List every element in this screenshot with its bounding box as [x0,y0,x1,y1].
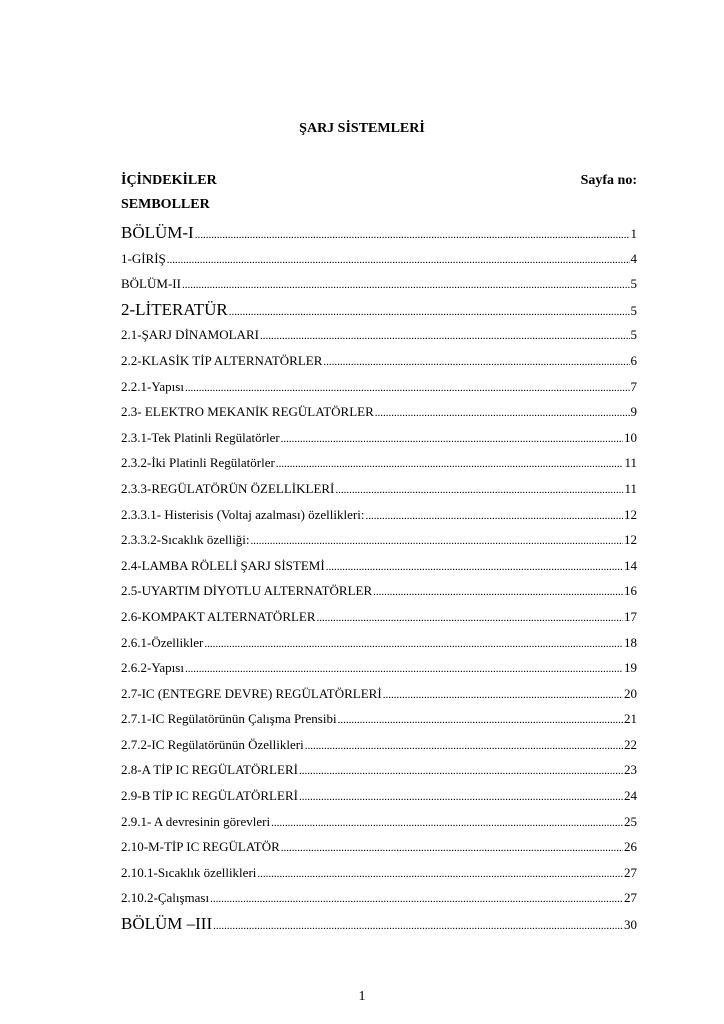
toc-entry[interactable] [121,783,637,809]
toc-entry-label: 1-GİRİŞ [121,250,166,266]
toc-entry-label: 2.4-LAMBA RÖLELİ ŞARJ SİSTEMİ [121,557,325,573]
toc-dot-leader [299,785,623,811]
toc-dot-leader [195,223,630,249]
toc-entry[interactable] [121,271,637,297]
toc-dot-leader [210,887,623,913]
toc-entry[interactable] [121,425,637,451]
toc-entry-page: 1 [630,226,637,241]
toc-entry-page: 11 [624,455,637,471]
toc-dot-leader [257,862,623,888]
toc-entry-page: 12 [624,532,637,548]
toc-entry[interactable] [121,450,637,476]
toc-entry-page: 30 [624,917,637,933]
toc-dot-leader [182,273,630,299]
toc-entry-label: 2.10.1-Sıcaklık özellikleri [121,864,257,880]
toc-entry[interactable] [121,681,637,707]
symbols-heading: SEMBOLLER [121,197,210,212]
toc-entry-page: 5 [630,327,637,343]
toc-entry-page: 24 [624,788,637,804]
toc-dot-leader [281,836,623,862]
toc-entry[interactable] [121,374,637,400]
toc-dot-leader [323,350,629,376]
toc-entry-label: 2.6.2-Yapısı [121,660,184,676]
toc-dot-leader [276,452,624,478]
toc-entry[interactable] [121,502,637,528]
toc-entry-label: 2.3.3.1- Histerisis (Voltaj azalması) özellikleri: [121,506,365,522]
toc-dot-leader [326,555,623,581]
toc-entry-page: 14 [624,557,637,573]
toc-entry[interactable] [121,553,637,579]
toc-entry[interactable] [121,578,637,604]
toc-entry-label: 2.2-KLASİK TİP ALTERNATÖRLER [121,352,323,368]
toc-entry[interactable] [121,297,637,323]
toc-entry-label: 2.8-A TİP IC REGÜLATÖRLERİ [121,762,298,778]
toc-entry-page: 12 [624,506,637,522]
toc-entry-page: 5 [630,276,637,292]
toc-entry-label: 2.7.2-IC Regülatörünün Özellikleri [121,736,304,752]
toc-entry-label: BÖLÜM –III [121,914,213,934]
toc-dot-leader [204,632,623,658]
toc-dot-leader [365,504,623,530]
toc-entry-page: 18 [624,634,637,650]
toc-dot-leader [305,734,623,760]
toc-entry-page: 7 [630,378,637,394]
toc-entry-page: 9 [630,404,637,420]
toc-entry-label: 2.3.3-REGÜLATÖRÜN ÖZELLİKLERİ [121,480,335,496]
toc-entry-label: 2-LİTERATÜR [121,299,228,319]
toc-entry[interactable] [121,809,637,835]
toc-entry[interactable] [121,220,637,246]
page-number: 1 [358,989,366,1004]
toc-entry[interactable] [121,706,637,732]
toc-entry[interactable] [121,476,637,502]
toc-entry-page: 10 [624,429,637,445]
page-column-heading: Sayfa no: [580,173,637,188]
toc-entry[interactable] [121,604,637,630]
toc-dot-leader [373,580,623,606]
toc-entry[interactable] [121,246,637,272]
toc-entry-page: 16 [624,583,637,599]
toc-entry[interactable] [121,399,637,425]
toc-entry-page: 21 [624,711,637,727]
toc-dot-leader [299,759,623,785]
toc-entry-page: 5 [630,302,637,318]
toc-entry-label: 2.6.1-Özellikler [121,634,204,650]
toc-entry-page: 20 [624,685,637,701]
toc-entry-page: 11 [624,480,637,496]
toc-dot-leader [335,478,623,504]
toc-entry-label: BÖLÜM-II [121,276,181,292]
toc-entry-label: 2.6-KOMPAKT ALTERNATÖRLER [121,608,316,624]
toc-entry-page: 26 [624,839,637,855]
toc-header [121,173,637,191]
toc-entry-label: 2.3.1-Tek Platinli Regülatörler [121,429,280,445]
toc-entry-label: BÖLÜM-I [121,223,194,242]
toc-entry[interactable] [121,630,637,656]
toc-entry-label: 2.7-IC (ENTEGRE DEVRE) REGÜLATÖRLERİ [121,685,382,701]
toc-entry-page: 23 [624,762,637,778]
toc-dot-leader [317,606,623,632]
toc-dot-leader [167,248,630,274]
toc-entry-page: 27 [624,864,637,880]
toc-entry-page: 6 [630,352,637,368]
toc-entry-label: 2.3.3.2-Sıcaklık özelliği: [121,532,250,548]
toc-dot-leader [213,914,623,940]
toc-entry[interactable] [121,834,637,860]
toc-entry[interactable] [121,732,637,758]
toc-entry[interactable] [121,911,637,937]
toc-entry-label: 2.9-B TİP IC REGÜLATÖRLERİ [121,788,298,804]
toc-entry-label: 2.9.1- A devresinin görevleri [121,813,271,829]
toc-entry-label: 2.3- ELEKTRO MEKANİK REGÜLATÖRLER [121,404,374,420]
table-of-contents [121,220,637,937]
toc-entry-label: 2.10-M-TİP IC REGÜLATÖR [121,839,280,855]
toc-entry-label: 2.7.1-IC Regülatörünün Çalışma Prensibi [121,711,337,727]
toc-dot-leader [281,427,623,453]
toc-entry[interactable] [121,655,637,681]
toc-entry-label: 2.3.2-İki Platinli Regülatörler [121,455,275,471]
toc-dot-leader [271,811,623,837]
toc-heading: İÇİNDEKİLER [121,173,217,188]
toc-dot-leader [251,529,623,555]
toc-entry[interactable] [121,348,637,374]
toc-entry[interactable] [121,322,637,348]
toc-entry-label: 2.5-UYARTIM DİYOTLU ALTERNATÖRLER [121,583,373,599]
toc-dot-leader [338,708,623,734]
toc-entry-page: 27 [624,890,637,906]
toc-entry-label: 2.2.1-Yapısı [121,378,184,394]
toc-entry[interactable] [121,885,637,911]
toc-dot-leader [260,324,630,350]
toc-dot-leader [383,683,623,709]
toc-entry-page: 17 [624,608,637,624]
toc-dot-leader [185,657,623,683]
toc-dot-leader [229,300,630,326]
toc-entry-label: 2.1-ŞARJ DİNAMOLARI [121,327,259,343]
toc-entry[interactable] [121,527,637,553]
toc-dot-leader [375,401,630,427]
toc-entry-page: 4 [630,250,637,266]
document-title: ŞARJ SİSTEMLERİ [299,121,425,136]
toc-entry-label: 2.10.2-Çalışması [121,890,210,906]
toc-entry[interactable] [121,860,637,886]
toc-entry-page: 25 [624,813,637,829]
toc-entry[interactable] [121,757,637,783]
toc-entry-page: 22 [624,736,637,752]
toc-entry-page: 19 [624,660,637,676]
toc-dot-leader [185,376,630,402]
